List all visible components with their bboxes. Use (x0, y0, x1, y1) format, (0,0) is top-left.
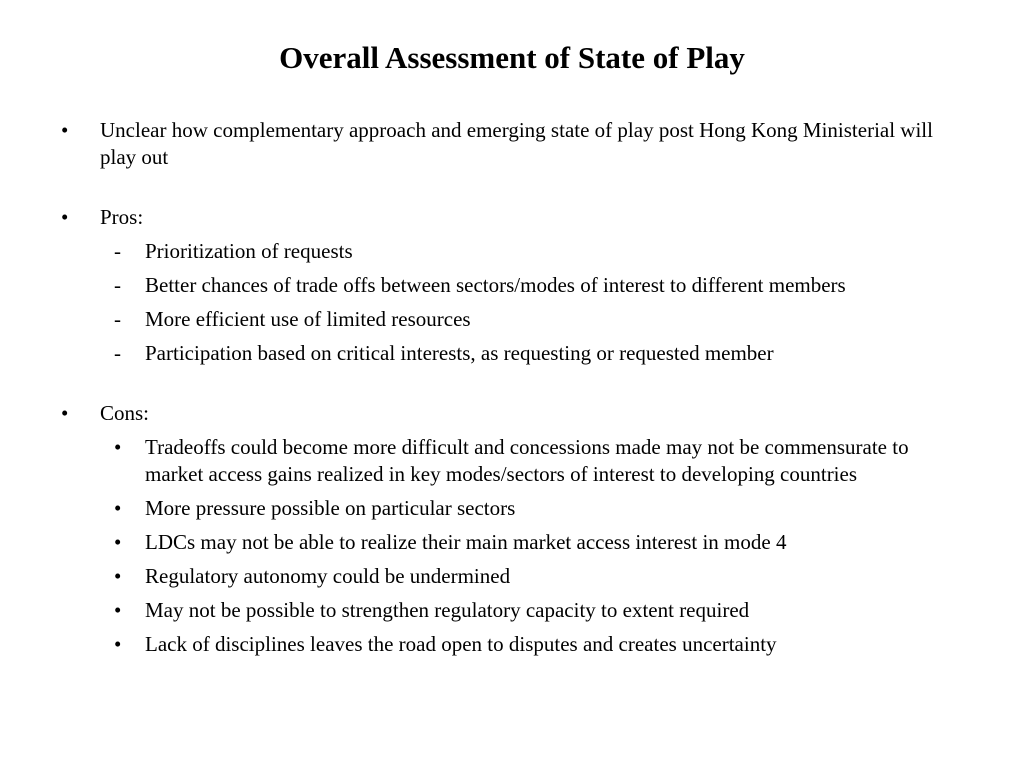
pros-item (0, 238, 1024, 265)
cons-item (0, 597, 1024, 624)
bullet-intro (0, 117, 1024, 171)
cons-heading: Cons: (100, 401, 150, 425)
cons-item (0, 631, 1024, 658)
bullet-marker: • (114, 598, 122, 622)
slide-title: Overall Assessment of State of Play (279, 40, 745, 75)
pros-heading: Pros: (100, 205, 144, 229)
bullet-pros (0, 204, 1024, 231)
bullet-marker: • (61, 118, 69, 142)
dash-marker: - (114, 307, 121, 331)
cons-item-text: LDCs may not be able to realize their main market access interest in mode 4 (145, 530, 787, 554)
bullet-cons (0, 400, 1024, 427)
dash-marker: - (114, 341, 121, 365)
bullet-text: Unclear how complementary approach and emerging state of play post Hong Kong Ministerial will play out (100, 118, 933, 169)
pros-item-text: Participation based on critical interests, as requesting or requested member (145, 341, 774, 365)
cons-item (0, 495, 1024, 522)
pros-item (0, 340, 1024, 367)
cons-item-text: Regulatory autonomy could be undermined (145, 564, 511, 588)
bullet-marker: • (114, 435, 122, 459)
cons-item-text: More pressure possible on particular sectors (145, 496, 516, 520)
bullet-marker: • (114, 496, 122, 520)
bullet-marker: • (114, 530, 122, 554)
bullet-marker: • (114, 564, 122, 588)
pros-item-text: Better chances of trade offs between sectors/modes of interest to different members (145, 273, 846, 297)
pros-item (0, 272, 1024, 299)
cons-item-text: May not be possible to strengthen regulatory capacity to extent required (145, 598, 750, 622)
bullet-marker: • (61, 401, 69, 425)
cons-item (0, 434, 1024, 488)
cons-item-text: Lack of disciplines leaves the road open to disputes and creates uncertainty (145, 632, 777, 656)
bullet-marker: • (61, 205, 69, 229)
pros-item-text: Prioritization of requests (145, 239, 353, 263)
pros-item (0, 306, 1024, 333)
bullet-marker: • (114, 632, 122, 656)
cons-item (0, 529, 1024, 556)
pros-item-text: More efficient use of limited resources (145, 307, 471, 331)
cons-item (0, 563, 1024, 590)
dash-marker: - (114, 273, 121, 297)
cons-item-text: Tradeoffs could become more difficult and concessions made may not be commensurate to market access gains realized in key modes/sectors of interest to developing countries (145, 435, 909, 486)
slide-body (0, 117, 1024, 658)
dash-marker: - (114, 239, 121, 263)
